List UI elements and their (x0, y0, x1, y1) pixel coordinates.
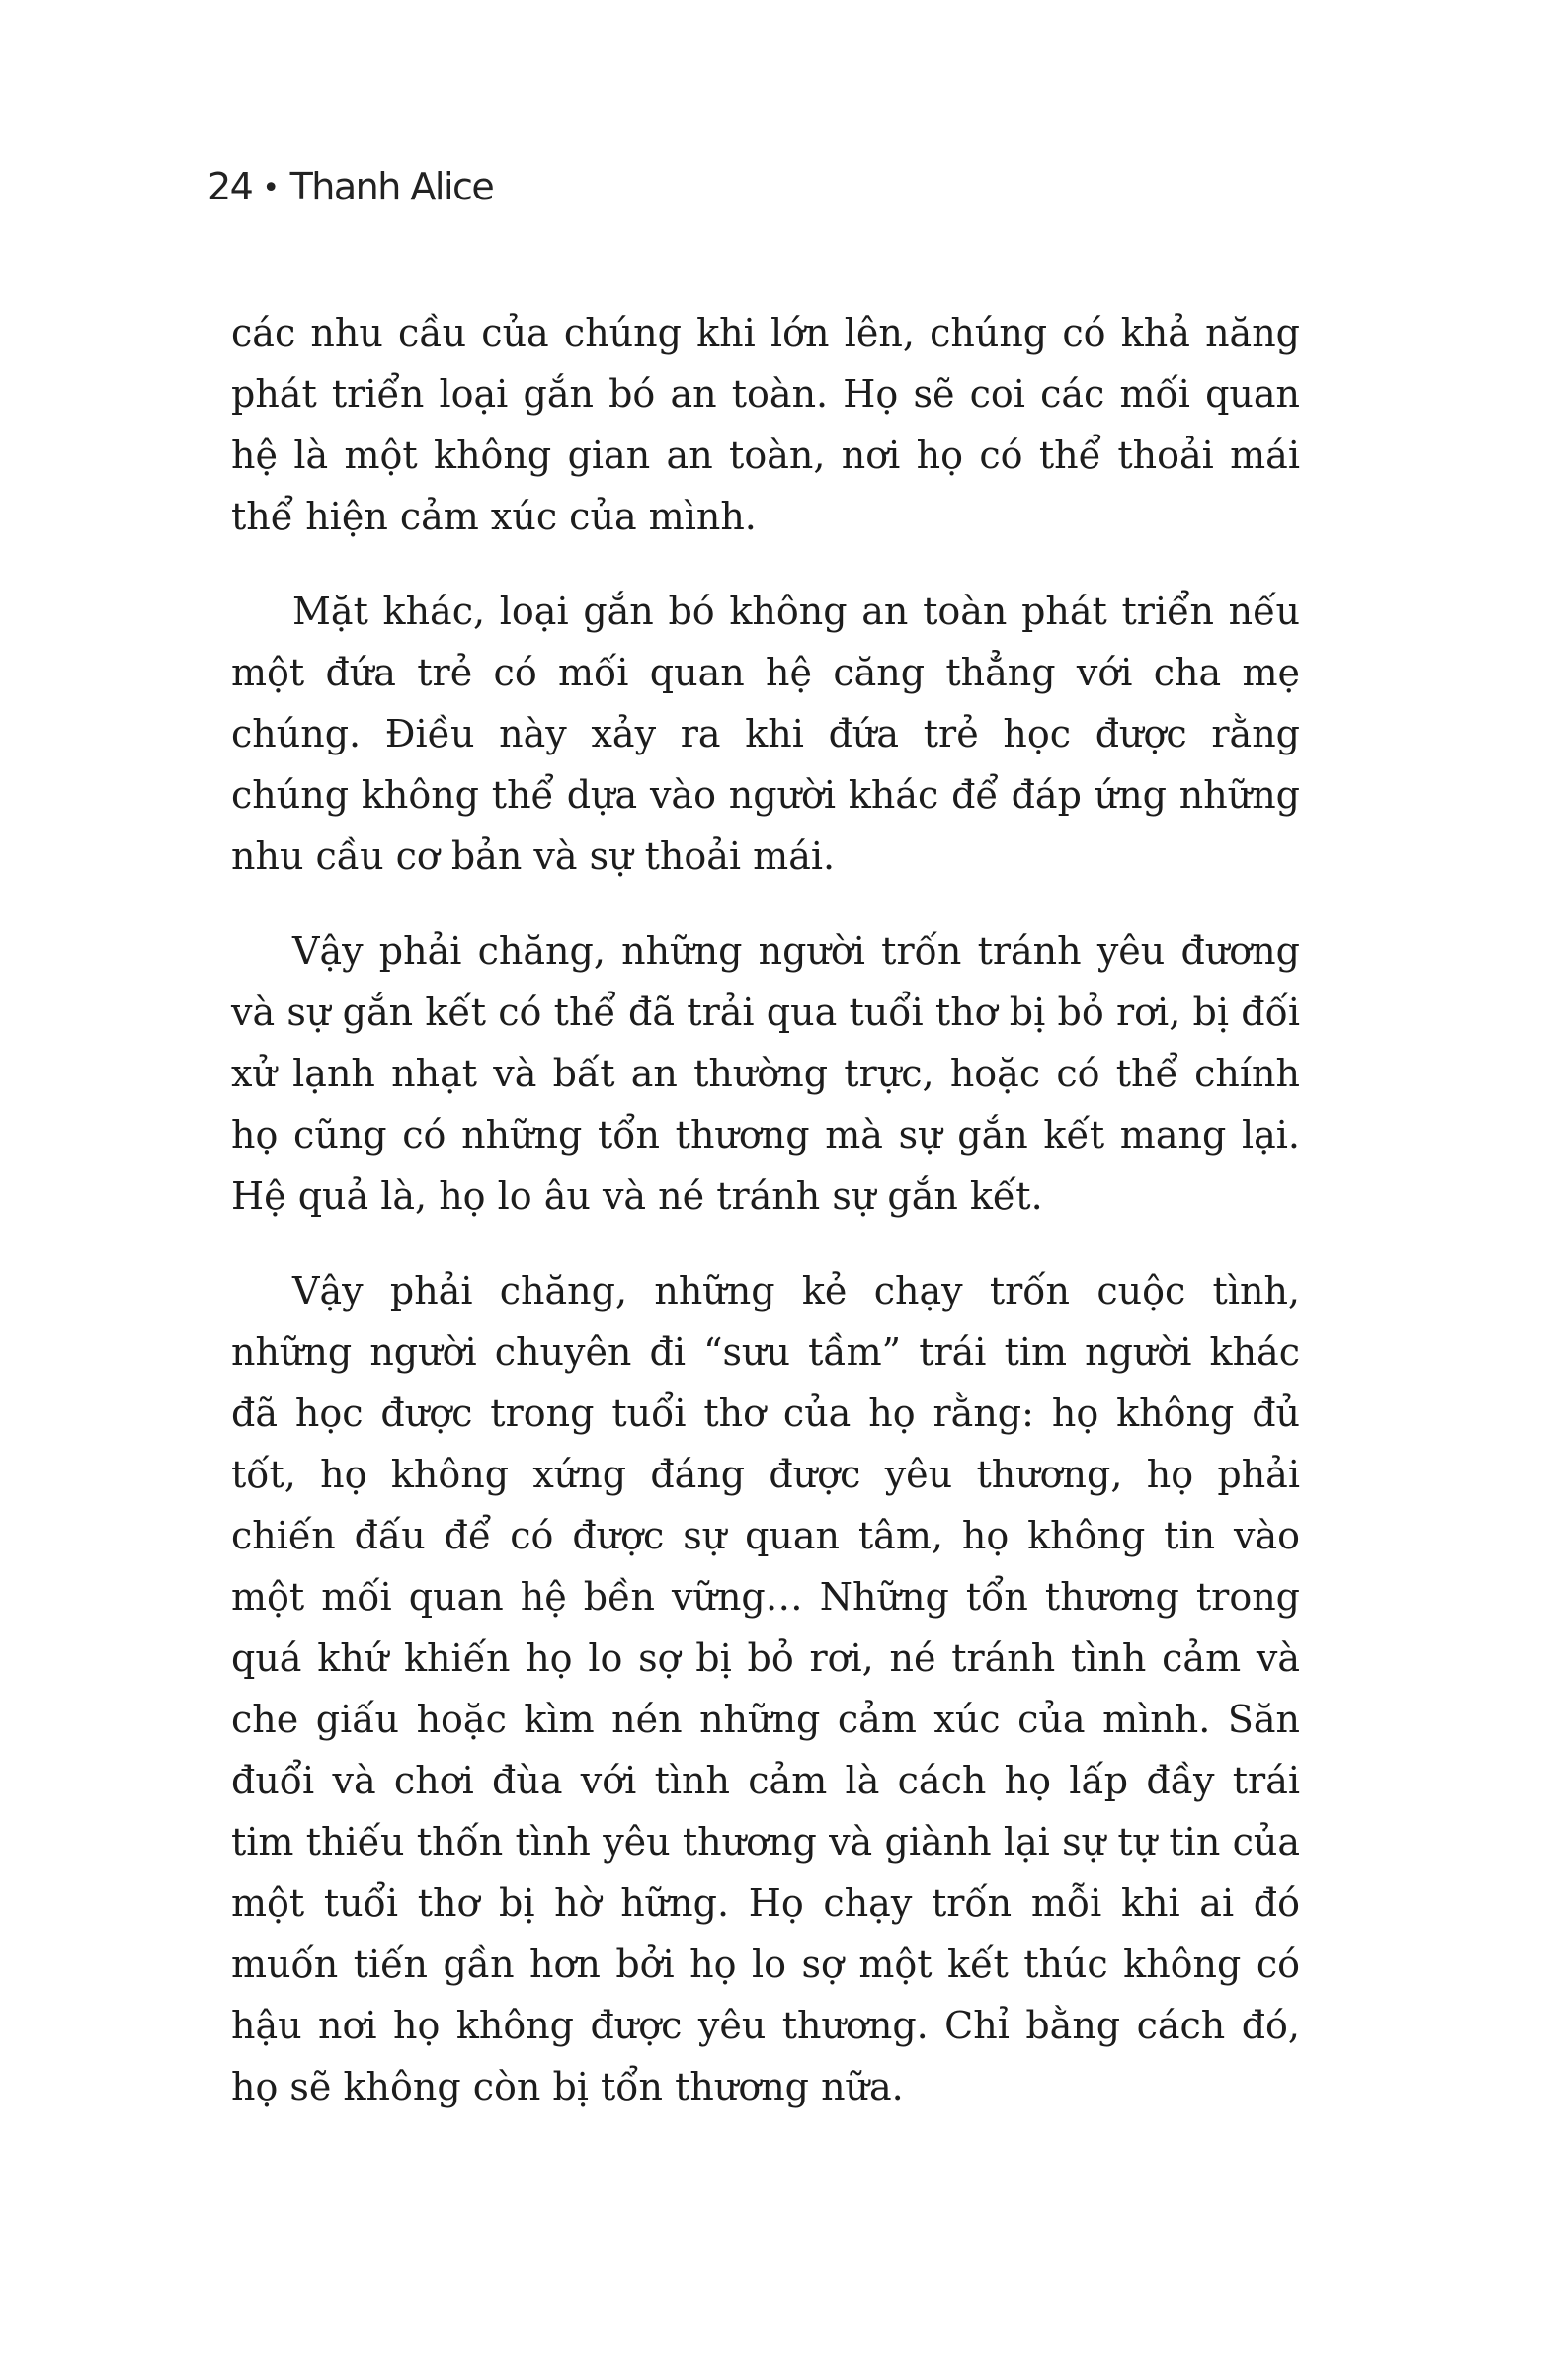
header-separator: • (262, 171, 279, 205)
paragraph-1: các nhu cầu của chúng khi lớn lên, chúng có khả năng phát triển loại gắn bó an toàn. Họ sẽ coi các mối quan hệ là một không gian an toàn, nơi họ có thể thoải mái thể hiện cảm xúc của mình. (231, 311, 1300, 538)
page-number: 24 (207, 165, 253, 208)
paragraph-4: Vậy phải chăng, những kẻ chạy trốn cuộc tình, những người chuyên đi “sưu tầm” trái tim người khác đã học được trong tuổi thơ của họ rằng: họ không đủ tốt, họ không xứng đáng được yêu thương, họ phải chiến đấu để có được sự quan tâm, họ không tin vào một mối quan hệ bền vững… Những tổn thương trong quá khứ khiến họ lo sợ bị bỏ rơi, né tránh tình cảm và che giấu hoặc kìm nén những cảm xúc của mình. Săn đuổi và chơi đùa với tình cảm là cách họ lấp đầy trái tim thiếu thốn tình yêu thương và giành lại sự tự tin của một tuổi thơ bị hờ hững. Họ chạy trốn mỗi khi ai đó muốn tiến gần hơn bởi họ lo sợ một kết thúc không có hậu nơi họ không được yêu thương. Chỉ bằng cách đó, họ sẽ không còn bị tổn thương nữa. (231, 1269, 1300, 2108)
running-header (207, 165, 494, 208)
book-author: Thanh Alice (289, 165, 494, 208)
paragraph-2: Mặt khác, loại gắn bó không an toàn phát triển nếu một đứa trẻ có mối quan hệ căng thẳng với cha mẹ chúng. Điều này xảy ra khi đứa trẻ học được rằng chúng không thể dựa vào người khác để đáp ứng những nhu cầu cơ bản và sự thoải mái. (231, 590, 1300, 878)
body-text (231, 302, 1300, 2117)
paragraph-3: Vậy phải chăng, những người trốn tránh yêu đương và sự gắn kết có thể đã trải qua tuổi thơ bị bỏ rơi, bị đối xử lạnh nhạt và bất an thường trực, hoặc có thể chính họ cũng có những tổn thương mà sự gắn kết mang lại. Hệ quả là, họ lo âu và né tránh sự gắn kết. (231, 929, 1300, 1218)
